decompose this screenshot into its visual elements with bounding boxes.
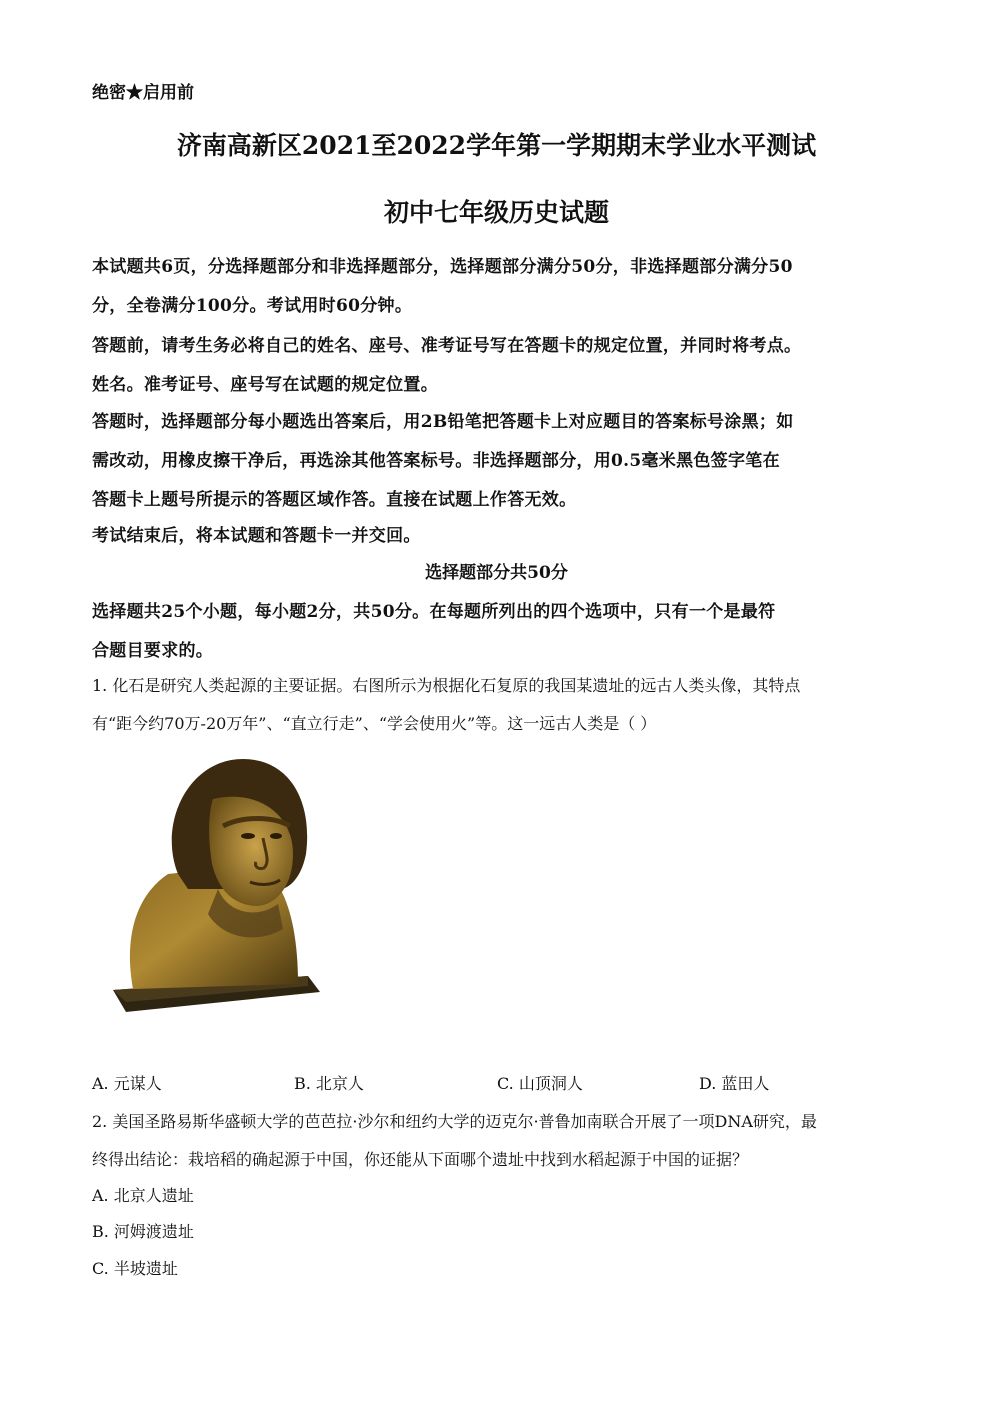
q1-option-a: A. 元谋人 — [92, 1074, 162, 1093]
hominid-bust-image — [108, 754, 323, 1016]
q2-option-a: A. 北京人遗址 — [92, 1186, 194, 1205]
section-desc: 合题目要求的。 — [92, 641, 214, 661]
exam-subtitle: 初中七年级历史试题 — [383, 198, 609, 227]
section-desc: 选择题共25个小题，每小题2分，共50分。在每题所列出的四个选项中，只有一个是最符 — [92, 602, 776, 622]
instruction-line: 答题时，选择题部分每小题选出答案后，用2B铅笔把答题卡上对应题目的答案标号涂黑；如 — [92, 412, 794, 432]
question-1-text: 1. 化石是研究人类起源的主要证据。右图所示为根据化石复原的我国某遗址的远古人类头像，其特点 — [92, 676, 801, 695]
instruction-line: 答题前，请考生务必将自己的姓名、座号、准考证号写在答题卡的规定位置，并同时将考点。 — [92, 336, 802, 356]
q2-option-b: B. 河姆渡遗址 — [92, 1222, 194, 1241]
instruction-line: 考试结束后，将本试题和答题卡一并交回。 — [92, 526, 421, 546]
q1-option-b: B. 北京人 — [294, 1074, 364, 1093]
q2-option-c: C. 半坡遗址 — [92, 1259, 178, 1278]
instruction-line: 需改动，用橡皮擦干净后，再选涂其他答案标号。非选择题部分，用0.5毫米黑色签字笔在 — [92, 451, 780, 471]
instruction-line: 答题卡上题号所提示的答题区域作答。直接在试题上作答无效。 — [92, 490, 577, 510]
instruction-line: 姓名。准考证号、座号写在试题的规定位置。 — [92, 375, 438, 395]
exam-title: 济南高新区2021至2022学年第一学期期末学业水平测试 — [176, 131, 817, 160]
q1-option-d: D. 蓝田人 — [699, 1074, 770, 1093]
question-1-text: 有“距今约70万-20万年”、“直立行走”、“学会使用火”等。这一远古人类是（ ） — [92, 714, 657, 733]
instruction-line: 本试题共6页，分选择题部分和非选择题部分，选择题部分满分50分，非选择题部分满分50 — [92, 257, 793, 277]
instruction-line: 分，全卷满分100分。考试用时60分钟。 — [92, 296, 413, 316]
section-title: 选择题部分共50分 — [425, 563, 568, 583]
question-2-text: 2. 美国圣路易斯华盛顿大学的芭芭拉·沙尔和纽约大学的迈克尔·普鲁加南联合开展了一项DNA研究，最 — [92, 1112, 817, 1131]
q1-option-c: C. 山顶洞人 — [497, 1074, 583, 1093]
question-2-text: 终得出结论：栽培稻的确起源于中国，你还能从下面哪个遗址中找到水稻起源于中国的证据？ — [92, 1150, 749, 1169]
secret-mark: 绝密★启用前 — [92, 83, 194, 103]
